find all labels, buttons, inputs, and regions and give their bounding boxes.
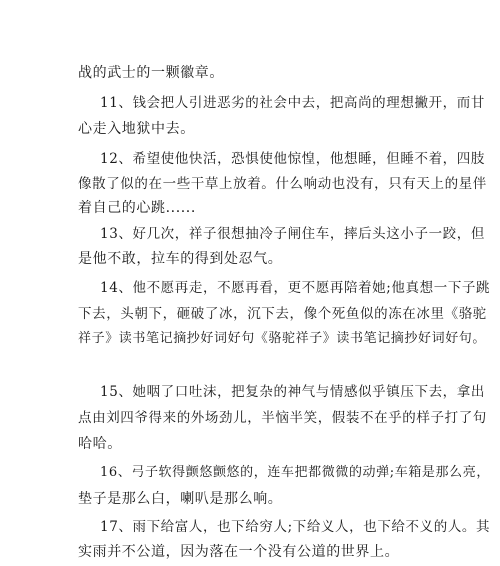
- paragraph-12-line-1: 12、希望使他快活，恐惧使他惊惶，他想睡，但睡不着，四肢: [100, 151, 485, 167]
- paragraph-13-line-2: 是他不敢，拉车的得到处忍气。: [78, 251, 283, 267]
- paragraph-12-line-3: 着自己的心跳......: [78, 200, 196, 216]
- paragraph-11-line-1: 11、钱会把人引进恶劣的社会中去，把高尚的理想撇开，而甘: [100, 95, 485, 111]
- paragraph-15-line-1: 15、她咽了口吐沫，把复杂的神气与情感似乎镇压下去，拿出: [100, 384, 485, 400]
- paragraph-11-line-2: 心走入地狱中去。: [78, 121, 195, 137]
- paragraph-15-line-2: 点由刘四爷得来的外场劲儿，半恼半笑，假装不在乎的样子打了句: [78, 410, 487, 426]
- paragraph-14-line-3: 祥子》读书笔记摘抄好词好句《骆驼祥子》读书笔记摘抄好词好句。: [78, 331, 487, 346]
- paragraph-12-line-2: 像散了似的在一些干草上放着。什么响动也没有，只有天上的星伴: [78, 176, 487, 192]
- paragraph-17-line-1: 17、雨下给富人，也下给穷人;下给义人，也下给不义的人。其: [100, 519, 491, 535]
- paragraph-17-line-2: 实雨并不公道，因为落在一个没有公道的世界上。: [78, 544, 400, 560]
- paragraph-14-line-2: 下去，头朝下，砸破了冰，沉下去，像个死鱼似的冻在冰里《骆驼: [78, 306, 487, 322]
- paragraph-16-line-1: 16、弓子软得颤悠颤悠的，连车把都微微的动弹;车箱是那么亮，: [100, 465, 490, 480]
- paragraph-14-line-1: 14、他不愿再走，不愿再看，更不愿再陪着她;他真想一下子跳: [100, 280, 491, 296]
- paragraph-13-line-1: 13、好几次，祥子很想抽冷子闸住车，摔后头这小子一跤，但: [100, 226, 485, 242]
- paragraph-16-line-2: 垫子是那么白，喇叭是那么响。: [78, 491, 283, 507]
- paragraph-continuation: 战的武士的一颗徽章。: [78, 65, 224, 81]
- paragraph-15-line-3: 哈哈。: [78, 436, 122, 452]
